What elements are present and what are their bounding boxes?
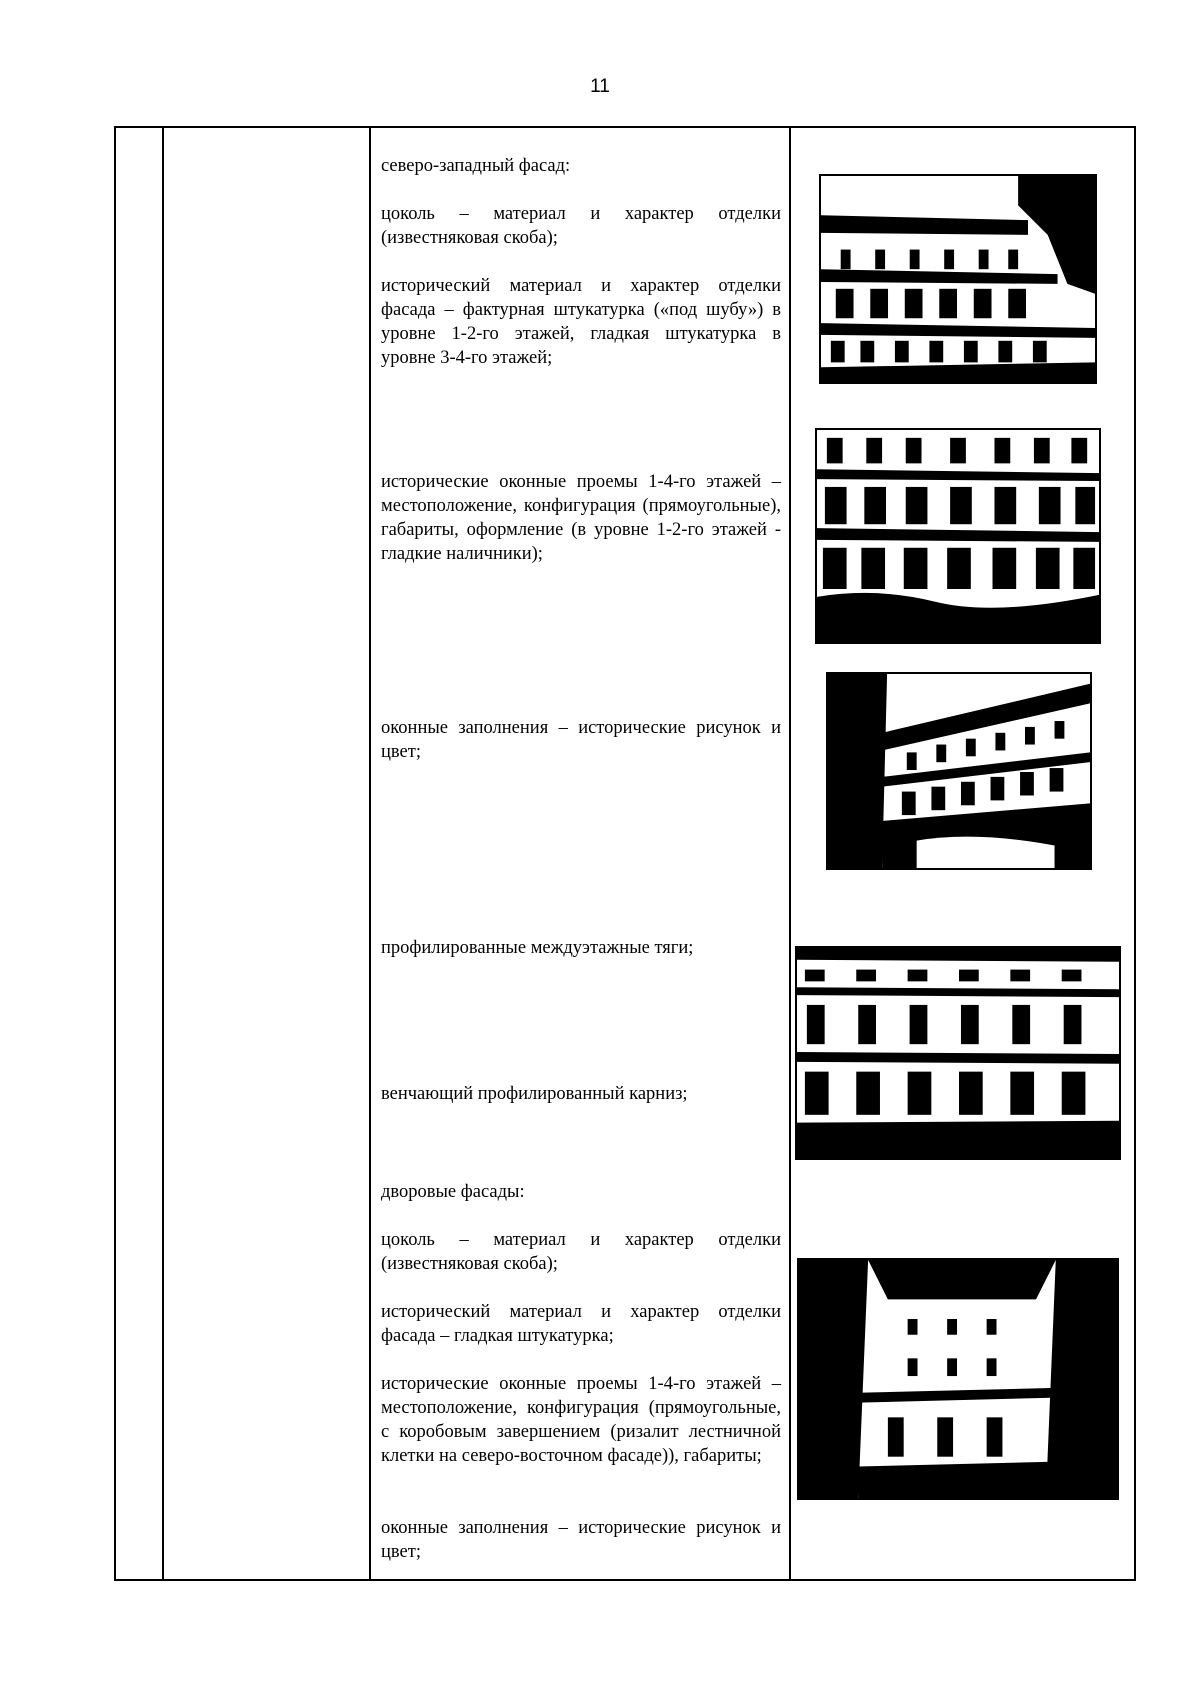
page-number: 11 (590, 76, 610, 97)
text-courtyard-plinth: цоколь – материал и характер отделки (известняковая скоба); (381, 1230, 781, 1274)
column-divider-3 (789, 126, 791, 1581)
text-window-fillings: оконные заполнения – исторические рисунок и цвет; (381, 718, 781, 762)
text-facade-finish: исторический материал и характер отделки фасада – фактурная штукатурка («под шубу») в уровне 1-2-го этажей, гладкая штукатурка в уровне 3-4-го этажей; (381, 276, 781, 368)
text-courtyard-windows: исторические оконные проемы 1-4-го этажей – местоположение, конфигурация (прямоугольные, с коробовым завершением (ризалит лестничной клетки на северо-восточном фасаде)), габариты; (381, 1374, 781, 1466)
text-courtyard-finish: исторический материал и характер отделки фасада – гладкая штукатурка; (381, 1302, 781, 1346)
text-interfloor-cornices: профилированные междуэтажные тяги; (381, 938, 694, 958)
column-divider-2 (369, 126, 371, 1581)
photo-window-fillings (826, 672, 1092, 870)
text-courtyard-window-fillings: оконные заполнения – исторические рисунок и цвет; (381, 1518, 781, 1562)
text-crowning-cornice: венчающий профилированный карниз; (381, 1084, 688, 1104)
text-nw-facade-heading: северо-западный фасад: (381, 156, 571, 176)
photo-cornices (795, 946, 1121, 1160)
photo-nw-facade (819, 174, 1097, 384)
photo-window-openings (815, 428, 1101, 644)
text-window-openings: исторические оконные проемы 1-4-го этажей – местоположение, конфигурация (прямоугольные), габариты, оформление (в уровне 1-2-го этажей - гладкие наличники); (381, 472, 781, 564)
text-courtyard-facades-heading: дворовые фасады: (381, 1182, 525, 1202)
column-divider-1 (162, 126, 164, 1581)
photo-courtyard-facades (797, 1258, 1119, 1500)
text-plinth: цоколь – материал и характер отделки (известняковая скоба); (381, 204, 781, 248)
